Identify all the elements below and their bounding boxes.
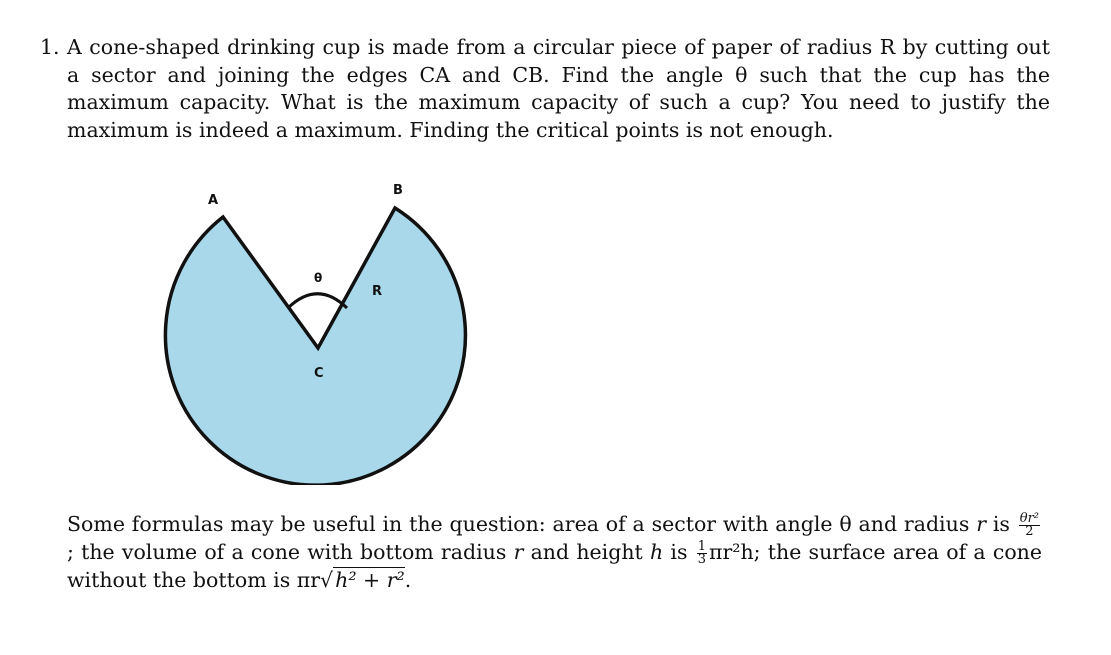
sqrt-expression: h² + r² bbox=[335, 568, 405, 592]
fraction-numerator: 1 bbox=[697, 539, 706, 554]
formula-text-1: Some formulas may be useful in the question: area of a sector with angle θ and radius bbox=[67, 512, 977, 536]
formula-text-2: is bbox=[986, 512, 1017, 536]
label-b: B bbox=[393, 183, 403, 198]
formula-text-3: ; the volume of a cone with bottom radius bbox=[67, 540, 514, 564]
label-r: R bbox=[372, 284, 383, 299]
theta-arc bbox=[289, 294, 347, 308]
sqrt-symbol: √ bbox=[320, 568, 334, 592]
var-h: h bbox=[650, 540, 664, 564]
sector-area-fraction bbox=[1019, 513, 1040, 538]
var-r: r bbox=[513, 540, 524, 564]
problem-number: 1. bbox=[40, 35, 60, 59]
one-third-fraction bbox=[697, 541, 707, 566]
formula-text-4: and height bbox=[523, 540, 650, 564]
fraction-numerator: θr² bbox=[1019, 511, 1040, 526]
formula-text-7: . bbox=[404, 568, 412, 592]
cone-cup-diagram bbox=[150, 170, 480, 485]
fraction-denominator: 3 bbox=[697, 552, 706, 567]
label-c: C bbox=[314, 366, 324, 381]
paper-sector bbox=[165, 208, 465, 485]
var-r: r bbox=[976, 512, 986, 536]
problem-text: A cone-shaped drinking cup is made from a circular piece of paper of radius R by cutting out a sector and joining the edges CA and CB. Find the angle θ such that the cup has the maximum capacity. What is the maximum capacity of such a cup? You need to justify the maximum is indeed a maximum. Finding the critical points is not enough. bbox=[67, 35, 1050, 142]
formulas-note bbox=[67, 510, 1042, 594]
fraction-denominator: 2 bbox=[1025, 524, 1034, 539]
problem-statement bbox=[40, 34, 1050, 144]
label-theta: θ bbox=[314, 271, 323, 285]
formula-text-5: is bbox=[663, 540, 695, 564]
label-a: A bbox=[208, 193, 219, 208]
formula-text-6: πr²h; the surface area of a cone without the bottom is πr bbox=[67, 540, 1042, 592]
